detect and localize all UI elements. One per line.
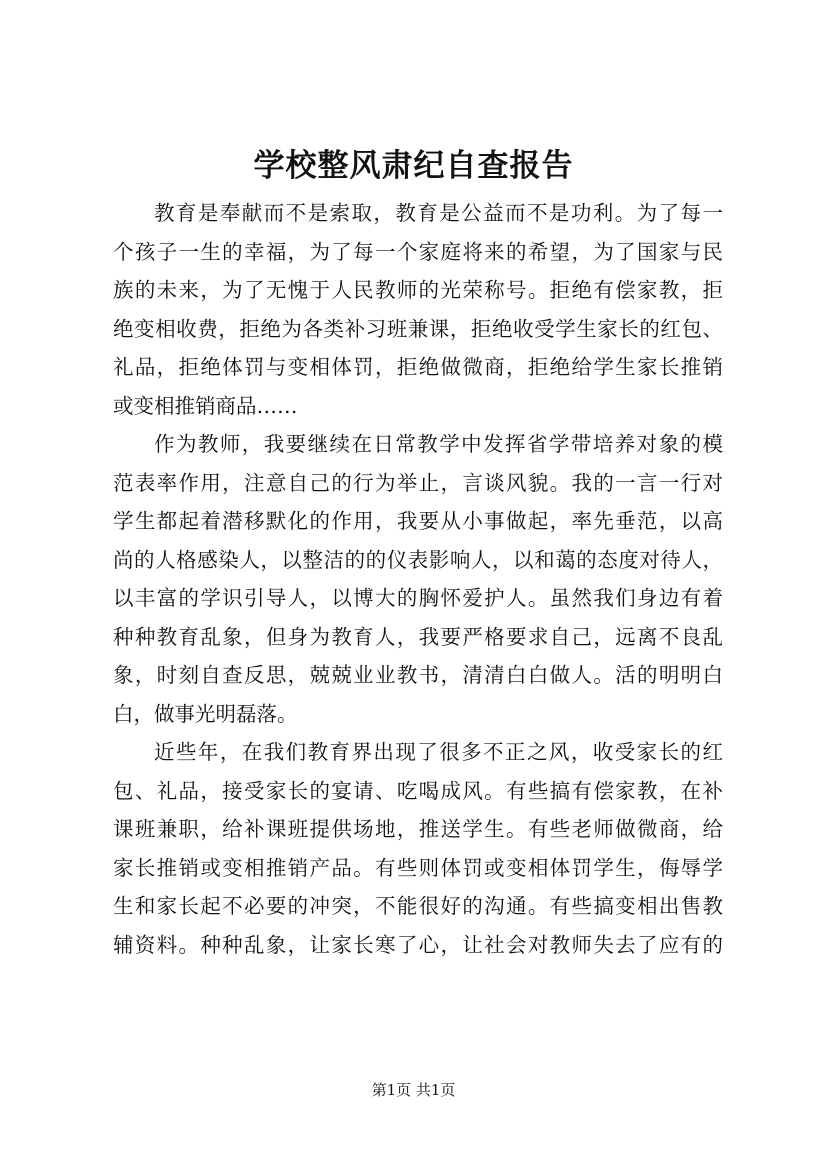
page-footer: 第1页 共1页 [371,1081,456,1099]
text-line: 礼品，拒绝体罚与变相体罚，拒绝做微商，拒绝给学生家长推销 [113,355,723,379]
text-line: 尚的人格感染人，以整洁的的仪表影响人，以和蔼的态度对待人， [113,547,723,572]
document-body [113,194,723,964]
text-line: 以丰富的学识引导人，以博大的胸怀爱护人。虽然我们身边有着 [113,586,723,610]
text-line: 教育是奉献而不是索取，教育是公益而不是功利。为了每一 [154,201,723,225]
text-line: 课班兼职，给补课班提供场地，推送学生。有些老师做微商，给 [113,817,723,841]
text-line: 族的未来，为了无愧于人民教师的光荣称号。拒绝有偿家教，拒 [113,278,723,302]
text-line: 个孩子一生的幸福，为了每一个家庭将来的希望，为了国家与民 [113,239,723,264]
text-line: 生和家长起不必要的冲突，不能很好的沟通。有些搞变相出售教 [113,894,723,918]
text-line: 近些年，在我们教育界出现了很多不正之风，收受家长的红 [154,740,723,764]
text-line: 包、礼品，接受家长的宴请、吃喝成风。有些搞有偿家教，在补 [113,778,723,803]
document-title: 学校整风肃纪自查报告 [253,148,574,184]
text-line: 范表率作用，注意自己的行为举止，言谈风貌。我的一言一行对 [113,470,723,495]
text-line: 作为教师，我要继续在日常教学中发挥省学带培养对象的模 [154,432,723,456]
text-line: 象，时刻自查反思，兢兢业业教书，清清白白做人。活的明明白 [113,663,723,687]
text-line: 学生都起着潜移默化的作用，我要从小事做起，率先垂范，以高 [113,509,723,533]
text-line: 种种教育乱象，但身为教育人，我要严格要求自己，远离不良乱 [113,624,723,649]
text-line: 辅资料。种种乱象，让家长寒了心，让社会对教师失去了应有的 [113,932,723,957]
text-line: 家长推销或变相推销产品。有些则体罚或变相体罚学生，侮辱学 [113,855,723,880]
text-line: 白，做事光明磊落。 [113,701,298,726]
text-line: 或变相推销商品…… [113,393,298,418]
text-line: 绝变相收费，拒绝为各类补习班兼课，拒绝收受学生家长的红包、 [113,316,723,341]
